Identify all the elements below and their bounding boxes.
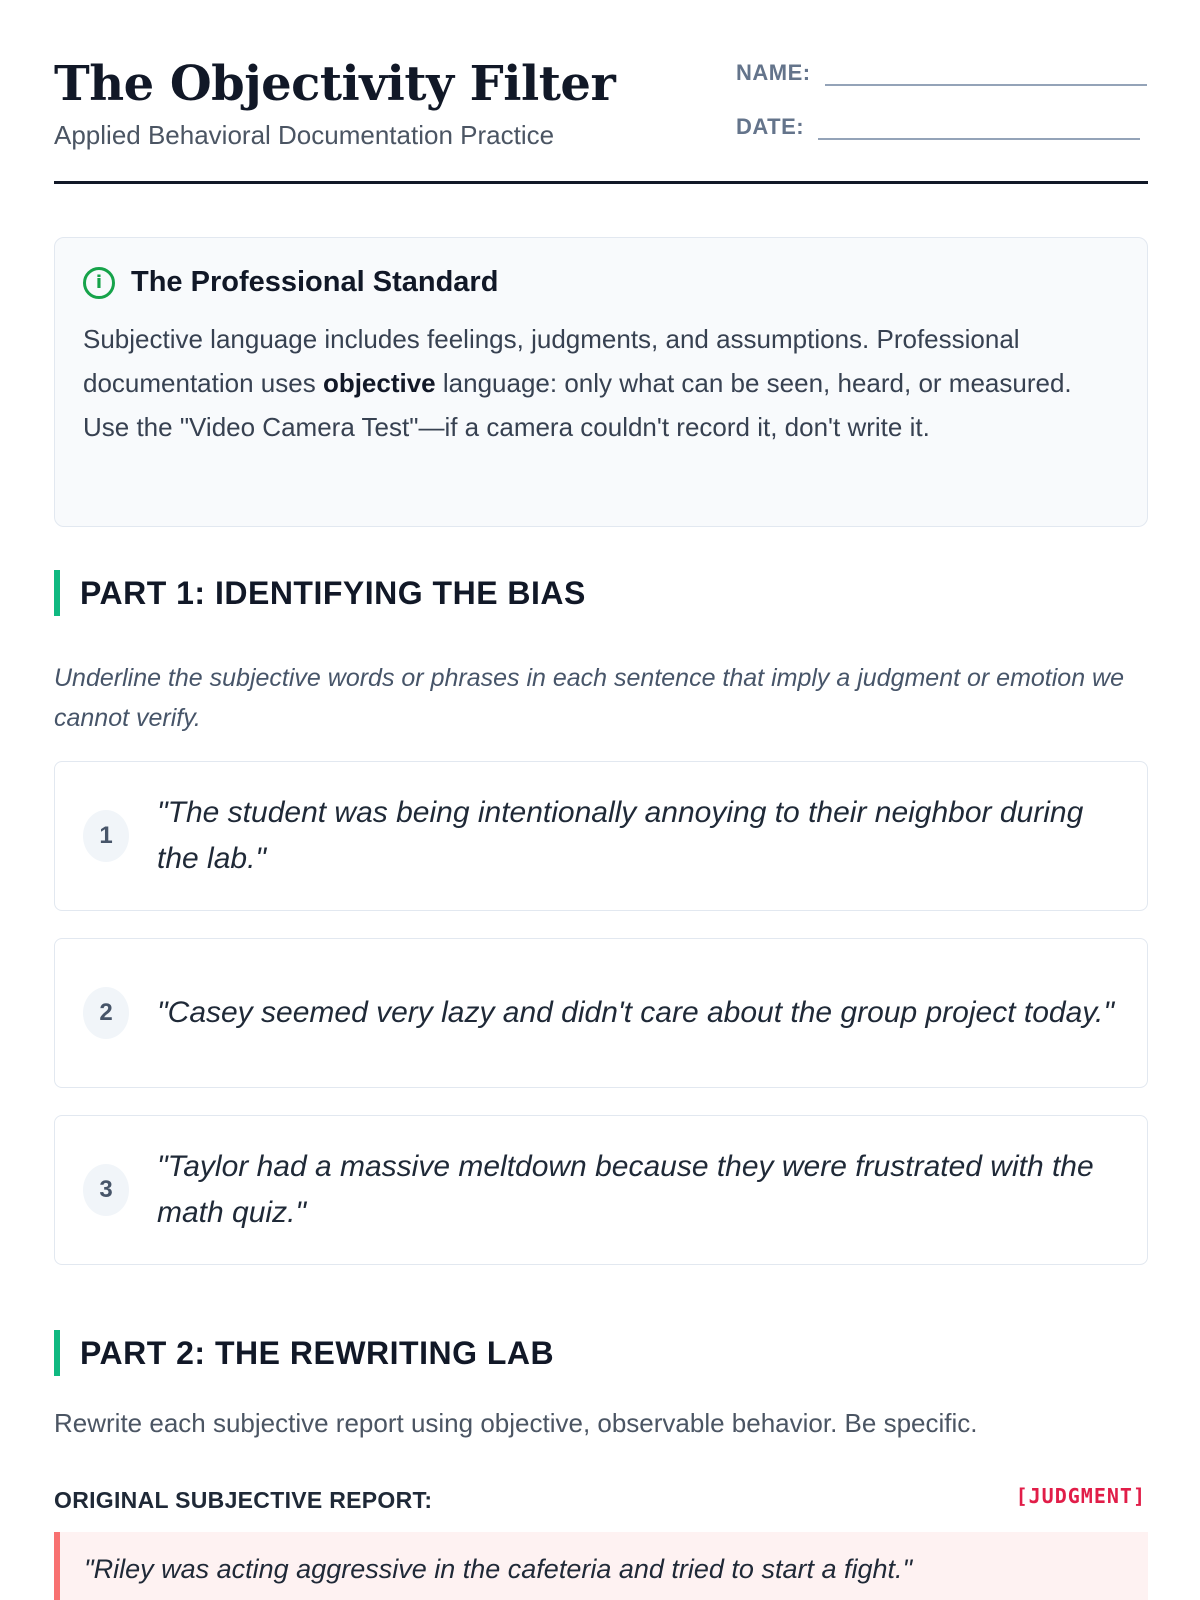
original-report-text: "Riley was acting aggressive in the cafeteria and tried to start a fight." — [84, 1554, 913, 1584]
item-number: 2 — [83, 987, 129, 1039]
date-field[interactable] — [736, 114, 1140, 140]
item-sentence[interactable]: "Casey seemed very lazy and didn't care about the group project today." — [157, 996, 1115, 1029]
part1-heading: PART 1: IDENTIFYING THE BIAS — [54, 570, 1148, 616]
callout-body-part: Subjective language includes feelings, judgments, and assumptions. Professional documentation uses — [83, 324, 1020, 398]
callout-body-bold: objective — [322, 368, 436, 398]
original-report-box — [54, 1532, 1148, 1600]
callout-title: The Professional Standard — [131, 266, 499, 298]
callout-header — [83, 266, 1119, 299]
list-item — [54, 938, 1148, 1088]
part1-instruction: Underline the subjective words or phrases in each sentence that imply a judgment or emotion we cannot verify. — [54, 664, 1125, 732]
item-number: 3 — [83, 1164, 129, 1216]
date-label: DATE: — [736, 114, 805, 139]
item-number: 1 — [83, 810, 129, 862]
judgment-tag: [JUDGMENT] — [1015, 1484, 1146, 1508]
original-report-label: ORIGINAL SUBJECTIVE REPORT: — [54, 1487, 433, 1513]
name-field[interactable] — [736, 60, 1147, 86]
part2-heading: PART 2: THE REWRITING LAB — [54, 1330, 1148, 1376]
part2-instruction: Rewrite each subjective report using objective, observable behavior. Be specific. — [54, 1408, 978, 1438]
page-subtitle: Applied Behavioral Documentation Practice — [54, 120, 555, 150]
callout-body-part: language: only what can be seen, heard, or measured. Use the "Video Camera Test"—if a camera couldn't record it, don't write it. — [83, 368, 1072, 442]
name-label: NAME: — [736, 60, 811, 85]
item-sentence[interactable]: "The student was being intentionally annoying to their neighbor during the lab." — [157, 796, 1084, 875]
list-item — [54, 1115, 1148, 1265]
list-item — [54, 761, 1148, 911]
info-icon: i — [83, 267, 115, 299]
date-line[interactable] — [818, 116, 1140, 140]
name-line[interactable] — [825, 62, 1147, 86]
item-sentence[interactable]: "Taylor had a massive meltdown because they were frustrated with the math quiz." — [157, 1150, 1094, 1229]
professional-standard-callout — [54, 237, 1148, 527]
callout-body — [83, 317, 1119, 449]
page-title: The Objectivity Filter — [54, 56, 616, 112]
worksheet-header — [54, 52, 1148, 184]
